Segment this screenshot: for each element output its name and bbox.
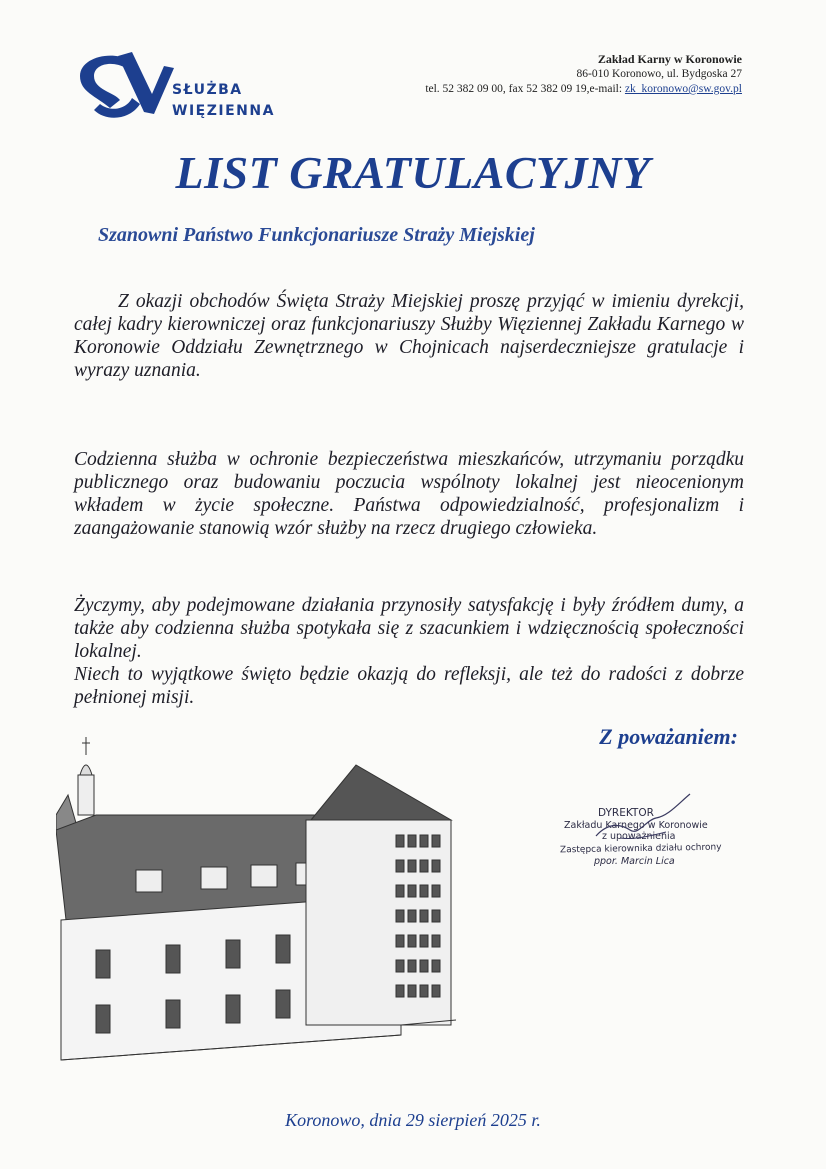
document-date: Koronowo, dnia 29 sierpień 2025 r. xyxy=(285,1110,541,1130)
salutation: Szanowni Państwo Funkcjonariusze Straży Miejskiej xyxy=(98,224,535,246)
logo-line-1: SŁUŻBA xyxy=(172,82,243,98)
signature-icon xyxy=(590,790,700,850)
page-title: LIST GRATULACYJNY xyxy=(175,147,651,198)
org-address: 86-010 Koronowo, ul. Bydgoska 27 xyxy=(576,68,742,80)
letterhead-contact xyxy=(425,52,742,97)
closing-salutation: Z poważaniem: xyxy=(599,724,738,749)
stamp-line-5: ppor. Marcin Lica xyxy=(594,856,675,867)
paragraph-4: Niech to wyjątkowe święto będzie okazją do refleksji, ale też do radości z dobrze pełnionej misji. xyxy=(74,664,744,708)
paragraph-3-4 xyxy=(74,594,744,709)
paragraph-3: Życzymy, aby podejmowane działania przynosiły satysfakcję i były źródłem dumy, a także aby codzienna służba spotykała się z szacunkiem i wdzięcznością społeczności lokalnej. xyxy=(74,595,744,662)
email-link[interactable]: zk_koronowo@sw.gov.pl xyxy=(624,83,742,95)
logo-wordmark xyxy=(172,80,275,122)
org-name: Zakład Karny w Koronowie xyxy=(597,52,742,66)
org-contact xyxy=(425,82,742,97)
stamp-line-2: Zakładu Karnego w Koronowie xyxy=(564,820,708,831)
stamp-line-3: z upoważnienia xyxy=(602,831,676,842)
contact-phones: tel. 52 382 09 00, fax 52 382 09 19,e-mail: xyxy=(425,83,625,95)
paragraph-2: Codzienna służba w ochronie bezpieczeństwa mieszkańców, utrzymaniu porządku publicznego oraz budowaniu poczucia wspólnoty lokalnej jest nieocenionym wkładem w życie społeczne. Państwa odpowiedzialność, profesjonalizm i zaangażowanie stanowią wzór służby na rzecz drugiego człowieka. xyxy=(74,449,744,539)
stamp-line-4: Zastępca kierownika działu ochrony xyxy=(559,842,722,856)
paragraph-1: Z okazji obchodów Święta Straży Miejskiej proszę przyjąć w imieniu dyrekcji, całej kadry kierowniczej oraz funkcjonariuszy Służby Więziennej Zakładu Karnego w Koronowie Oddziału Zewnętrznego w Chojnicach najserdeczniejsze gratulacje i wyrazy uznania. xyxy=(74,291,744,381)
stamp-line-1: DYREKTOR xyxy=(598,807,654,819)
logo-line-2: WIĘZIENNA xyxy=(172,103,275,119)
prison-building-illustration-icon xyxy=(56,735,466,1065)
